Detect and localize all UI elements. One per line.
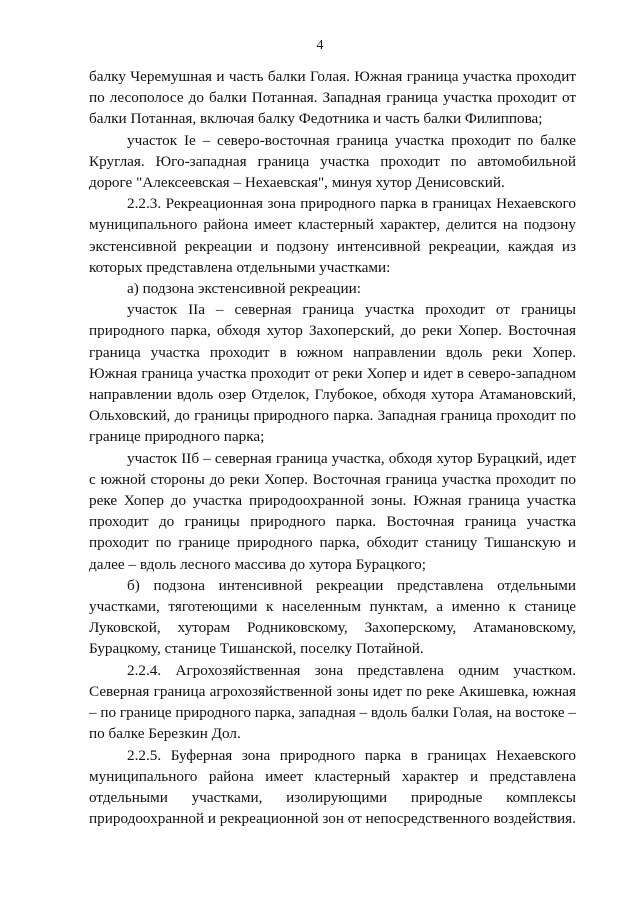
paragraph-section-2a: участок IIа – северная граница участка проходит от границы природного парка, обходя хутор Захоперский, до реки Хопер. Восточная граница участка проходит в южном направлении вдоль реки Хопер. Южная граница участка проходит от реки Хопер и идет в северо-западном направлении вдоль озер Отделок, Глубокое, обходя хутора Атамановский, Ольховский, до границы природного парка. Западная граница проходит по границе природного парка;: [89, 301, 576, 446]
paragraph-subzone-extensive: а) подзона экстенсивной рекреации:: [127, 280, 361, 298]
document-body: [89, 66, 576, 829]
paragraph-section-2b: участок IIб – северная граница участка, обходя хутор Бурацкий, идет с южной стороны до реки Хопер. Восточная граница участка проходит по реке Хопер до участка природоохранной зоны. Южная граница участка проходит до границы природного парка. Восточная граница участка проходит по границе природного парка, обходит станицу Тишанскую и далее – вдоль лесного массива до хутора Бурацкого;: [89, 449, 576, 573]
paragraph-2-2-3: 2.2.3. Рекреационная зона природного парка в границах Нехаевского муниципального района имеет кластерный характер, делится на подзону экстенсивной рекреации и подзону интенсивной рекреации, каждая из которых представлена отдельными участками:: [89, 195, 576, 276]
page-number: 4: [316, 38, 324, 53]
paragraph-section-1e: участок Iе – северо-восточная граница участка проходит по балке Круглая. Юго-западная граница участка проходит по автомобильной дороге "Алексеевская – Нехаевская", минуя хутор Денисовский.: [89, 131, 576, 192]
paragraph-2-2-4: 2.2.4. Агрохозяйственная зона представлена одним участком. Северная граница агрохозяйственной зоны идет по реке Акишевка, южная – по границе природного парка, западная – вдоль балки Голая, на востоке – по балке Березкин Дол.: [89, 661, 576, 743]
paragraph-subzone-intensive: б) подзона интенсивной рекреации представлена отдельными участками, тяготеющими к населенным пунктам, а именно к станице Луковской, хуторам Родниковскому, Захоперскому, Атамановскому, Бурацкому, станице Тишанской, поселку Потайной.: [89, 576, 576, 658]
paragraph-2-2-5: 2.2.5. Буферная зона природного парка в границах Нехаевского муниципального района имеет кластерный характер и представлена отдельными участками, изолирующими природные комплексы природоохранной и рекреационной зон от непосредственного воздействия.: [89, 746, 576, 828]
paragraph-continuation: балку Черемушная и часть балки Голая. Южная граница участка проходит по лесополосе до балки Потанная. Западная граница участка проходит от балки Потанная, включая балку Федотника и часть балки Филиппова;: [89, 68, 576, 128]
